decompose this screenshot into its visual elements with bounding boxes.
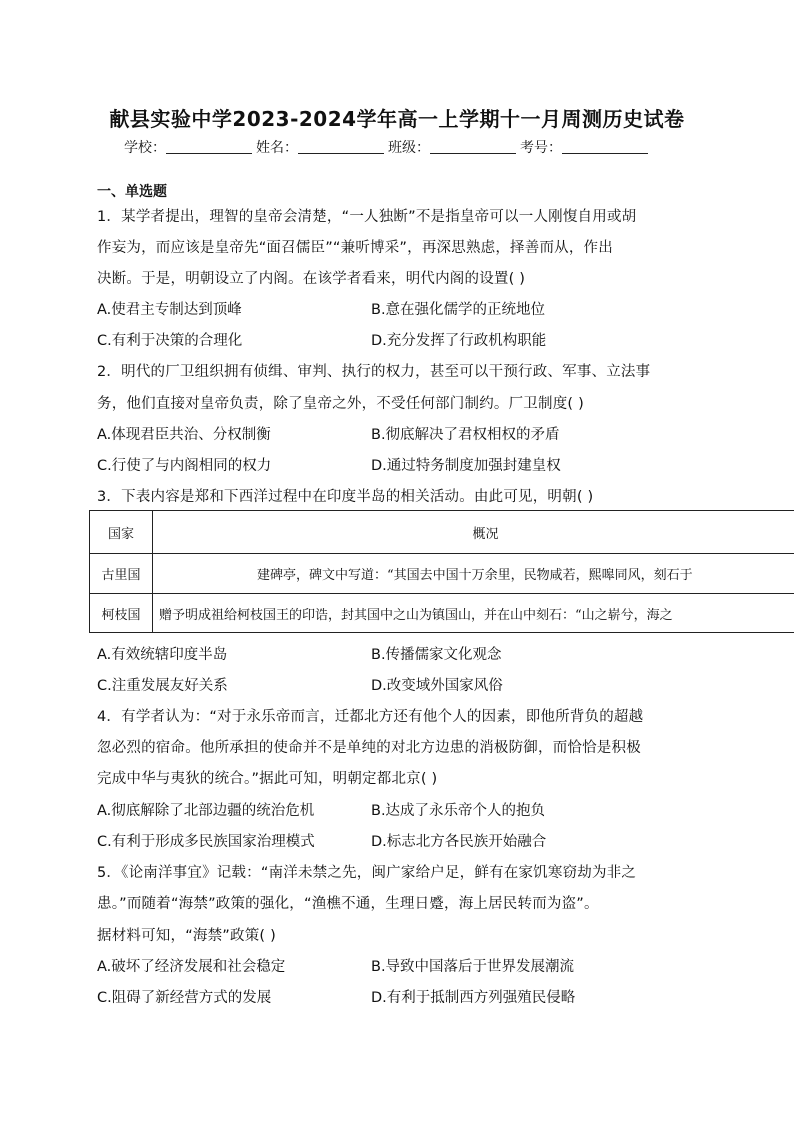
number-label: 考号： — [520, 140, 562, 156]
q5-stem-line-1: 5．《论南洋事宜》记载：“南洋未禁之先，闽广家给户足，鲜有在家饥寒窃劫为非之 — [97, 865, 637, 881]
table-header-row — [90, 511, 794, 554]
q4-stem-line-2: 忽必烈的宿命。他所承担的使命并不是单纯的对北方边患的消极防御，而恰恰是积极 — [97, 740, 641, 756]
q1-option-c[interactable]: C.有利于决策的合理化 — [97, 333, 243, 349]
school-label: 学校： — [124, 140, 166, 156]
q5-stem-line-2: 患。”而随着“海禁”政策的强化，“渔樵不通，生理日蹙，海上居民转而为盗”。 — [97, 896, 599, 912]
name-blank[interactable] — [298, 139, 384, 154]
table-row — [90, 594, 794, 633]
q5-option-c[interactable]: C.阻碍了新经营方式的发展 — [97, 990, 272, 1006]
q1-option-d[interactable]: D.充分发挥了行政机构职能 — [371, 333, 547, 349]
q2-stem-line-1: 2．明代的厂卫组织拥有侦缉、审判、执行的权力，甚至可以干预行政、军事、立法事 — [97, 364, 651, 380]
student-info-line — [124, 137, 652, 157]
table-row — [90, 554, 794, 594]
q2-option-c[interactable]: C.行使了与内阁相同的权力 — [97, 458, 272, 474]
school-blank[interactable] — [166, 139, 252, 154]
q4-option-c[interactable]: C.有利于形成多民族国家治理模式 — [97, 834, 315, 850]
q3-option-b[interactable]: B.传播儒家文化观念 — [371, 647, 502, 663]
q2-option-d[interactable]: D.通过特务制度加强封建皇权 — [371, 458, 561, 474]
table-cell-country: 古里国 — [90, 554, 153, 594]
table-header-overview: 概况 — [153, 511, 794, 554]
q3-option-a[interactable]: A.有效统辖印度半岛 — [97, 647, 228, 663]
q5-option-a[interactable]: A.破坏了经济发展和社会稳定 — [97, 959, 286, 975]
section-heading: 一、单选题 — [97, 184, 167, 200]
number-blank[interactable] — [562, 139, 648, 154]
q1-stem-line-1: 1．某学者提出，理智的皇帝会清楚，“一人独断”不是指皇帝可以一人刚愎自用或胡 — [97, 209, 637, 225]
q3-data-table — [89, 510, 794, 633]
class-label: 班级： — [388, 140, 430, 156]
q3-stem-line-1: 3．下表内容是郑和下西洋过程中在印度半岛的相关活动。由此可见，明朝( ) — [97, 489, 594, 505]
class-blank[interactable] — [430, 139, 516, 154]
q2-option-b[interactable]: B.彻底解决了君权相权的矛盾 — [371, 427, 560, 443]
table-cell-country: 柯枝国 — [90, 594, 153, 633]
q4-stem-line-1: 4．有学者认为：“对于永乐帝而言，迁都北方还有他个人的因素，即他所背负的超越 — [97, 709, 644, 725]
q2-stem-line-2: 务，他们直接对皇帝负责，除了皇帝之外，不受任何部门制约。厂卫制度( ) — [97, 396, 584, 412]
table-cell-overview: 赠予明成祖给柯枝国王的印诰，封其国中之山为镇国山，并在山中刻石：“山之崭兮，海之 — [153, 594, 794, 633]
q5-stem-line-3: 据材料可知，“海禁”政策( ) — [97, 928, 276, 944]
q4-option-a[interactable]: A.彻底解除了北部边疆的统治危机 — [97, 803, 315, 819]
q4-stem-line-3: 完成中华与夷狄的统合。”据此可知，明朝定都北京( ) — [97, 771, 438, 787]
table-cell-overview: 建碑亭，碑文中写道：“其国去中国十万余里，民物咸若，熙嗥同风，刻石于 — [153, 554, 794, 594]
q4-option-b[interactable]: B.达成了永乐帝个人的抱负 — [371, 803, 546, 819]
q4-option-d[interactable]: D.标志北方各民族开始融合 — [371, 834, 547, 850]
table-header-country: 国家 — [90, 511, 153, 554]
q1-option-b[interactable]: B.意在强化儒学的正统地位 — [371, 302, 546, 318]
q1-stem-line-2: 作妄为，而应该是皇帝先“面召儒臣”“兼听博采”，再深思熟虑，择善而从，作出 — [97, 240, 613, 256]
q1-stem-line-3: 决断。于是，明朝设立了内阁。在该学者看来，明代内阁的设置( ) — [97, 271, 526, 287]
exam-title: 献县实验中学2023-2024学年高一上学期十一月周测历史试卷 — [109, 107, 685, 131]
q2-option-a[interactable]: A.体现君臣共治、分权制衡 — [97, 427, 271, 443]
q5-option-b[interactable]: B.导致中国落后于世界发展潮流 — [371, 959, 575, 975]
q5-option-d[interactable]: D.有利于抵制西方列强殖民侵略 — [371, 990, 576, 1006]
name-label: 姓名： — [256, 140, 298, 156]
q1-option-a[interactable]: A.使君主专制达到顶峰 — [97, 302, 242, 318]
q3-option-d[interactable]: D.改变域外国家风俗 — [371, 678, 503, 694]
q3-option-c[interactable]: C.注重发展友好关系 — [97, 678, 228, 694]
